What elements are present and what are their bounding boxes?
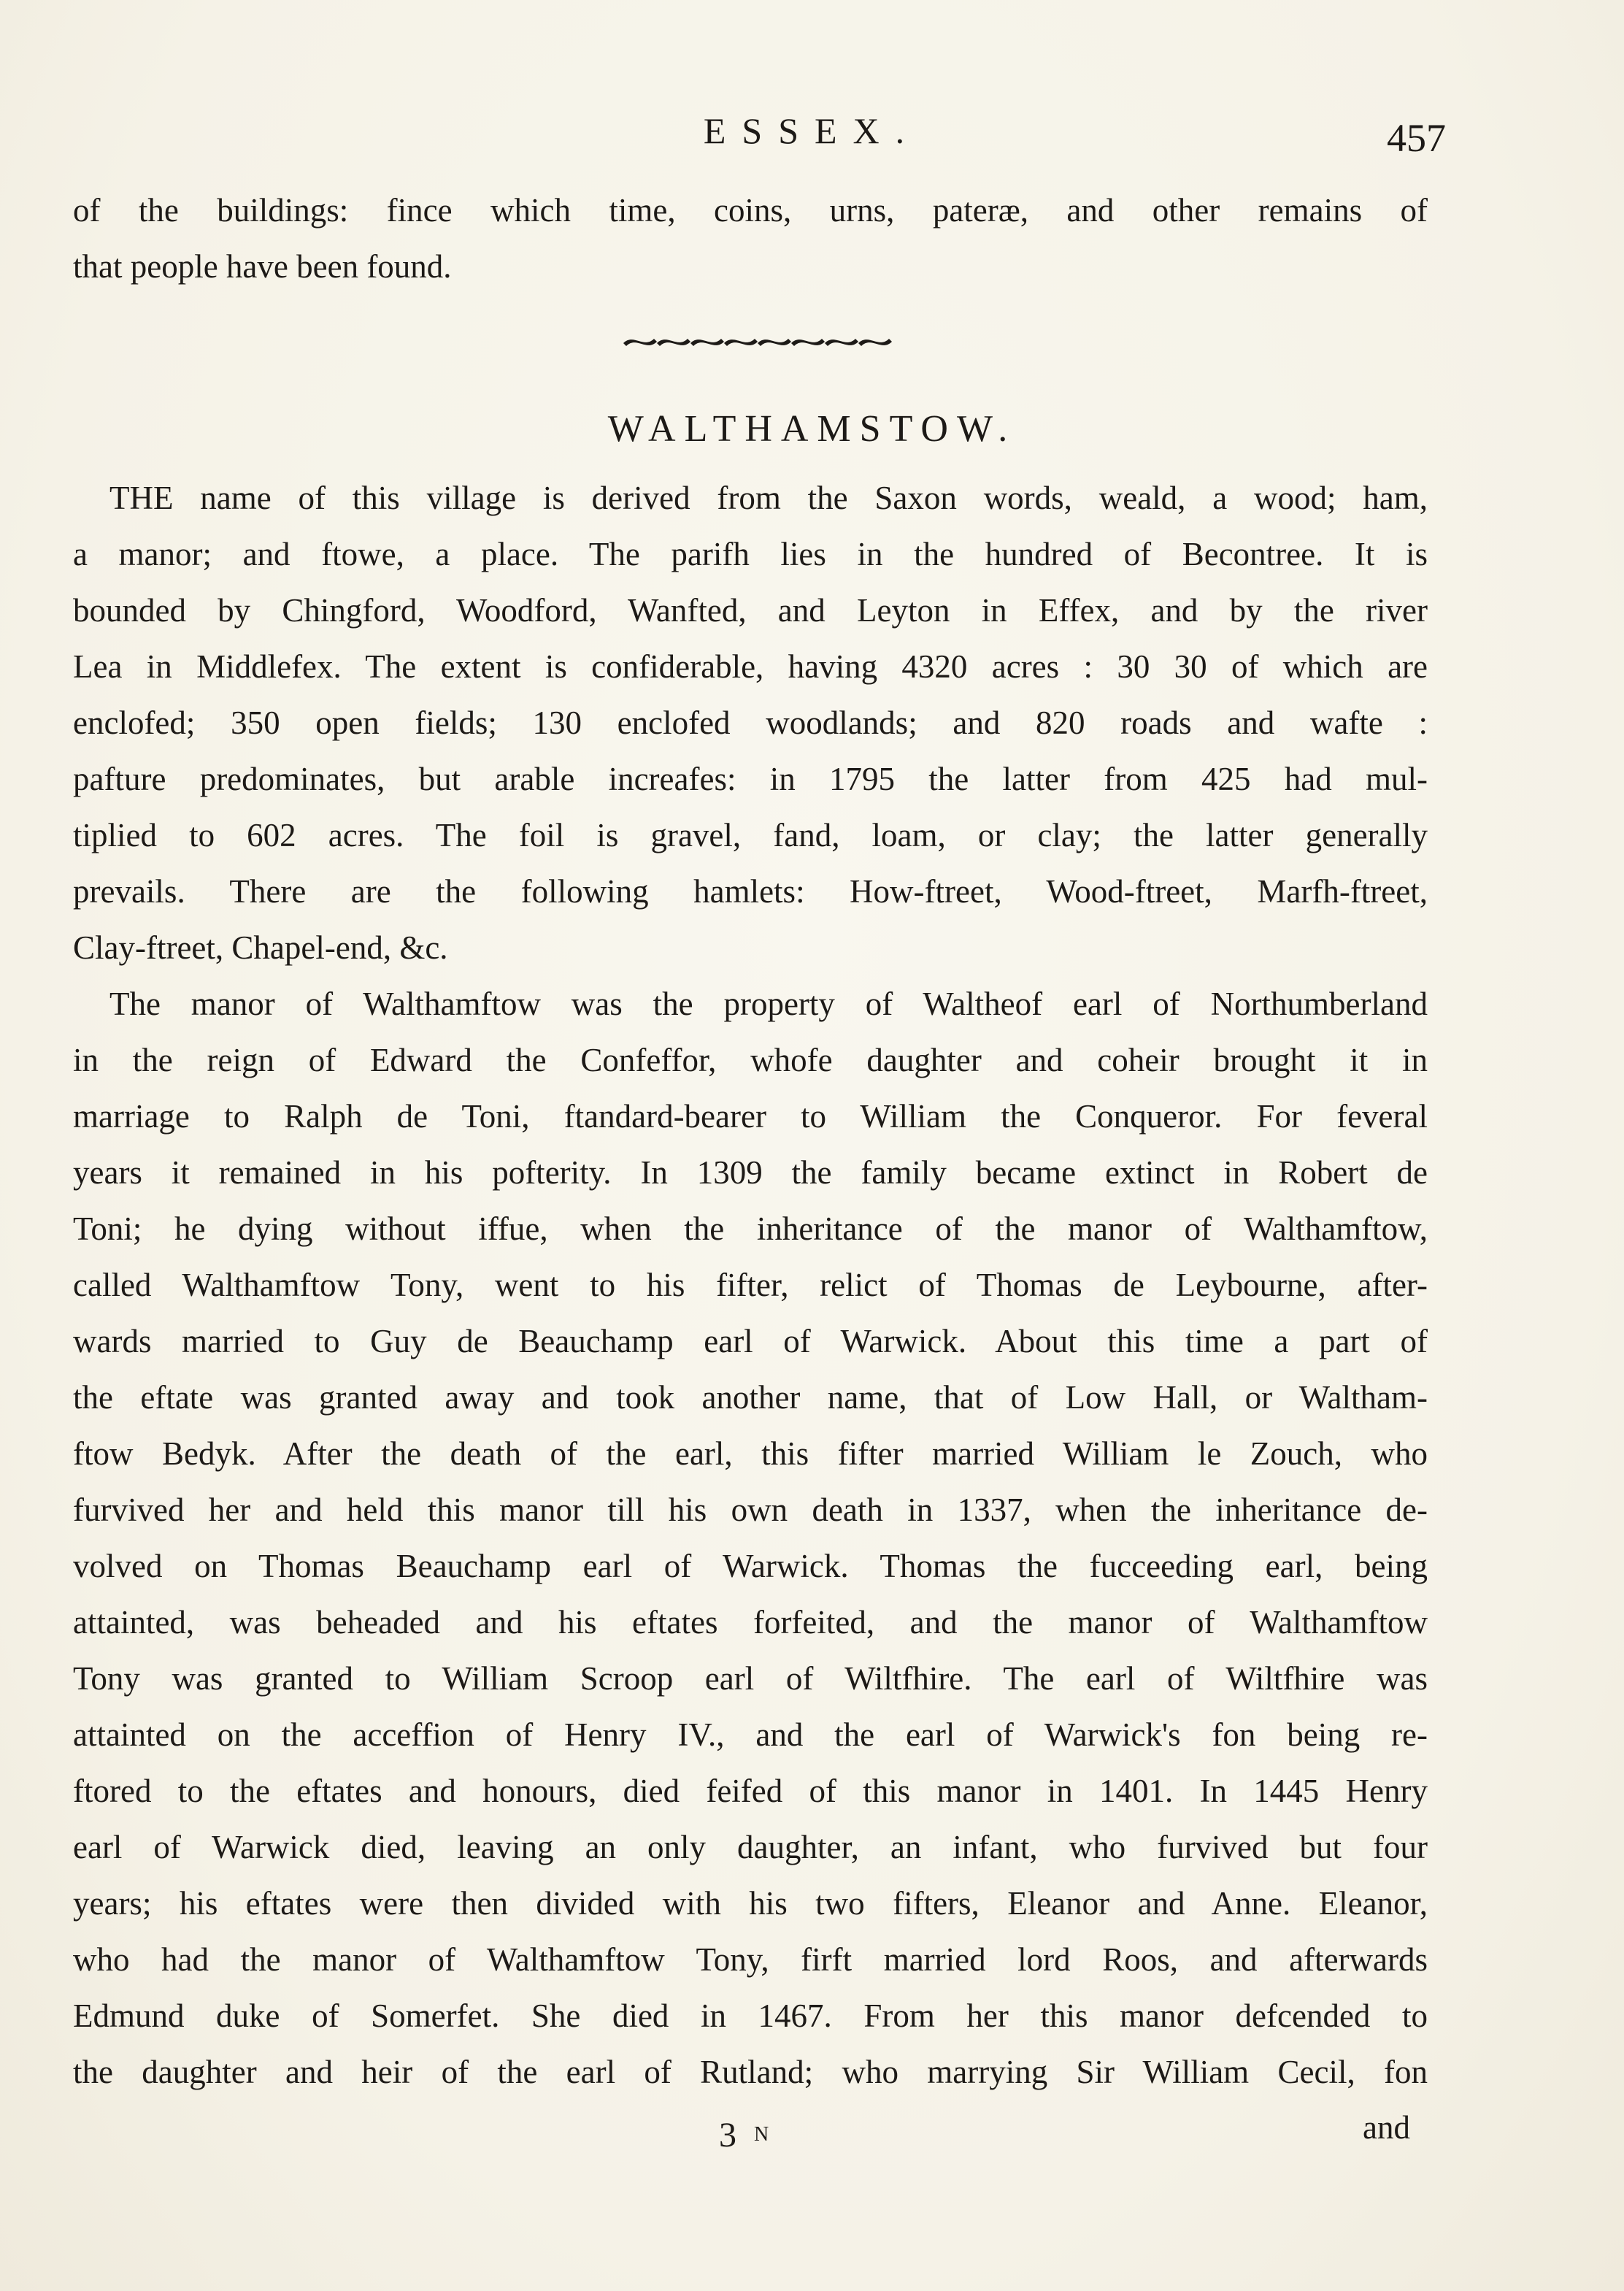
text-line: bounded by Chingford, Woodford, Wanfted, and Leyton in Effex, and by the river [73, 592, 1428, 629]
running-title: ESSEX. [703, 110, 921, 151]
text-line: of the buildings: fince which time, coins, urns, pateræ, and other remains of [73, 192, 1428, 229]
text-line: years it remained in his pofterity. In 1309 the family became extinct in Robert de [73, 1154, 1428, 1191]
paragraph-etymology [73, 470, 1428, 976]
text-line: Clay-ftreet, Chapel-end, &c. [73, 929, 448, 966]
text-line: the daughter and heir of the earl of Rutland; who marrying Sir William Cecil, fon [73, 2054, 1428, 2090]
printers-flourish-icon [619, 329, 896, 353]
text-line: who had the manor of Walthamftow Tony, firft married lord Roos, and afterwards [73, 1941, 1428, 1978]
text-line: pafture predominates, but arable increafes: in 1795 the latter from 425 had mul- [73, 761, 1428, 797]
text-line: that people have been found. [73, 248, 452, 285]
text-line: earl of Warwick died, leaving an only daughter, an infant, who furvived but four [73, 1829, 1428, 1865]
catchword: and [1363, 2109, 1410, 2146]
text-line: Edmund duke of Somerfet. She died in 1467. From her this manor defcended to [73, 1998, 1428, 2034]
text-line: volved on Thomas Beauchamp earl of Warwick. Thomas the fucceeding earl, being [73, 1548, 1428, 1584]
signature-letter: N [754, 2123, 774, 2146]
text-line: prevails. There are the following hamlets: How-ftreet, Wood-ftreet, Marfh-ftreet, [73, 873, 1428, 910]
printers-signature-mark [719, 2115, 773, 2155]
text-line: marriage to Ralph de Toni, ftandard-bearer to William the Conqueror. For feveral [73, 1098, 1428, 1135]
page-number: 457 [1387, 116, 1446, 160]
text-line: wards married to Guy de Beauchamp earl of Warwick. About this time a part of [73, 1323, 1428, 1359]
text-line: enclofed; 350 open fields; 130 enclofed woodlands; and 820 roads and wafte : [73, 705, 1428, 741]
text-line: THE name of this village is derived from the Saxon words, weald, a wood; ham, [109, 480, 1428, 516]
paragraph-manor-history [73, 976, 1428, 2100]
text-line: attainted on the acceffion of Henry IV., and the earl of Warwick's fon being re- [73, 1716, 1428, 1753]
opening-text [73, 183, 1428, 295]
text-line: attainted, was beheaded and his eftates forfeited, and the manor of Walthamftow [73, 1604, 1428, 1640]
text-line: The manor of Walthamftow was the property of Waltheof earl of Northumberland [109, 986, 1428, 1022]
text-line: called Walthamftow Tony, went to his fifter, relict of Thomas de Leybourne, after- [73, 1267, 1428, 1303]
text-line: Lea in Middlefex. The extent is confiderable, having 4320 acres : 30 30 of which are [73, 648, 1428, 685]
text-line: furvived her and held this manor till his own death in 1337, when the inheritance de- [73, 1492, 1428, 1528]
text-line: Tony was granted to William Scroop earl of Wiltfhire. The earl of Wiltfhire was [73, 1660, 1428, 1697]
signature-number: 3 [719, 2116, 741, 2154]
text-line: tiplied to 602 acres. The foil is gravel, fand, loam, or clay; the latter generally [73, 817, 1428, 853]
section-title: WALTHAMSTOW. [607, 408, 1017, 450]
text-line: in the reign of Edward the Confeffor, whofe daughter and coheir brought it in [73, 1042, 1428, 1078]
text-line: years; his eftates were then divided with his two fifters, Eleanor and Anne. Eleanor, [73, 1885, 1428, 1922]
text-line: ftored to the eftates and honours, died feifed of this manor in 1401. In 1445 Henry [73, 1773, 1428, 1809]
text-line: Toni; he dying without iffue, when the inheritance of the manor of Walthamftow, [73, 1210, 1428, 1247]
text-line: ftow Bedyk. After the death of the earl, this fifter married William le Zouch, who [73, 1435, 1428, 1472]
text-line: the eftate was granted away and took another name, that of Low Hall, or Waltham- [73, 1379, 1428, 1416]
text-line: a manor; and ftowe, a place. The parifh lies in the hundred of Becontree. It is [73, 536, 1428, 572]
